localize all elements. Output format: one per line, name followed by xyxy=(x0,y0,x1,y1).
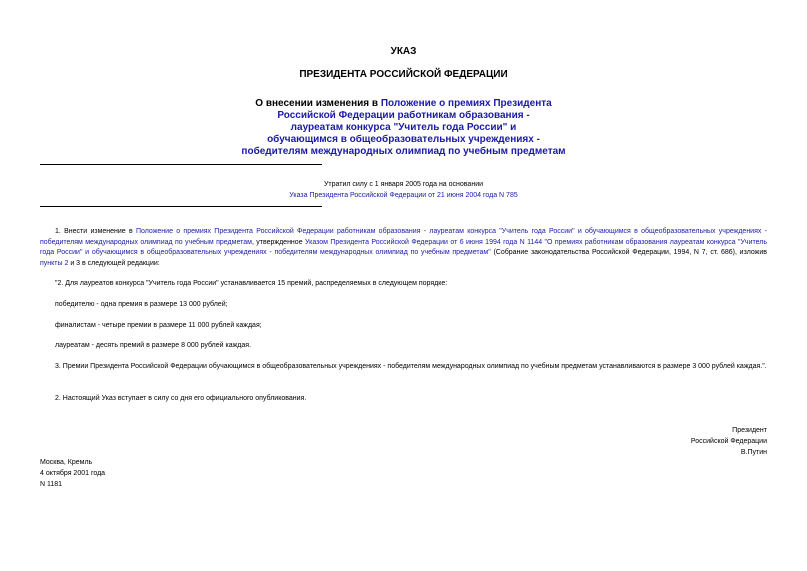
title-line-1 xyxy=(0,98,807,110)
top-divider xyxy=(40,164,322,165)
p1-text-d: и 3 в следующей редакции: xyxy=(68,259,160,267)
title-regulation-link[interactable]: Положение о премиях Президента xyxy=(380,98,552,109)
p1-text-b: , утвержденное xyxy=(251,238,305,246)
decree-title xyxy=(0,98,807,158)
signature-name: В.Путин xyxy=(740,449,767,456)
signature-block xyxy=(691,425,767,458)
bottom-divider xyxy=(40,206,322,207)
signature-title: Президент xyxy=(732,427,767,434)
p1-text-a: 1. Внести изменение в xyxy=(55,228,136,235)
title-line-5[interactable]: победителям международных олимпиад по учебным предметам xyxy=(241,146,566,157)
decree-number: N 1181 xyxy=(40,481,63,488)
p1-text-c: (Собрание законодательства Российской Федерации, 1994, N 7, ст. 686), изложив xyxy=(490,249,767,256)
place: Москва, Кремль xyxy=(40,459,93,466)
issuer-heading: ПРЕЗИДЕНТА РОССИЙСКОЙ ФЕДЕРАЦИИ xyxy=(299,69,508,80)
void-notice-link[interactable]: Указа Президента Российской Федерации от 21 июня 2004 года N 785 xyxy=(289,192,518,199)
place-date-block xyxy=(40,457,105,490)
decree-label: УКАЗ xyxy=(390,46,417,57)
paragraph-3: победителю - одна премия в размере 13 000 рублей; xyxy=(55,301,228,308)
signature-country: Российской Федерации xyxy=(690,438,767,445)
paragraph-2: "2. Для лауреатов конкурса "Учитель года России" устанавливается 15 премий, распределяемых в следующем порядке: xyxy=(55,280,448,287)
p1-regulation-link[interactable]: Положение о премиях Президента Российской Федерации работникам образования - лауреатам конкурса "Учитель года России" и обучающимся в общеобразовательных учреждениях - победителям международных олимпиад по учебным предметам xyxy=(40,228,767,246)
title-line-3[interactable]: лауреатам конкурса "Учитель года России" и xyxy=(290,122,517,133)
paragraph-1 xyxy=(40,227,767,269)
paragraph-7: 2. Настоящий Указ вступает в силу со дня его официального опубликования. xyxy=(55,395,307,402)
paragraph-6: 3. Премии Президента Российской Федерации обучающимся в общеобразовательных учреждениях - победителям международных олимпиад по учебным предметам устанавливаются в размере 3 000 рублей каждая.". xyxy=(55,363,767,370)
title-prefix: О внесении изменения в xyxy=(255,98,381,109)
paragraph-4: финалистам - четыре премии в размере 11 000 рублей каждая; xyxy=(55,322,262,329)
date: 4 октября 2001 года xyxy=(40,470,106,477)
title-line-4[interactable]: обучающимся в общеобразовательных учреждениях - xyxy=(267,134,540,145)
void-notice-text: Утратил силу с 1 января 2005 года на основании xyxy=(323,181,484,188)
paragraph-5: лауреатам - десять премий в размере 8 000 рублей каждая. xyxy=(55,342,252,349)
title-line-2[interactable]: Российской Федерации работникам образования - xyxy=(277,110,530,121)
p1-decree-link[interactable]: Указом Президента Российской Федерации от 6 июня 1994 года N 1144 "О премиях работникам образования лауреатам конкурса "Учитель года России" и обучающимся в общеобразовательных учреждениях - победителям международных олимпиад по учебным предметам" xyxy=(40,238,767,256)
p1-points-link[interactable]: пункты 2 xyxy=(40,259,69,267)
